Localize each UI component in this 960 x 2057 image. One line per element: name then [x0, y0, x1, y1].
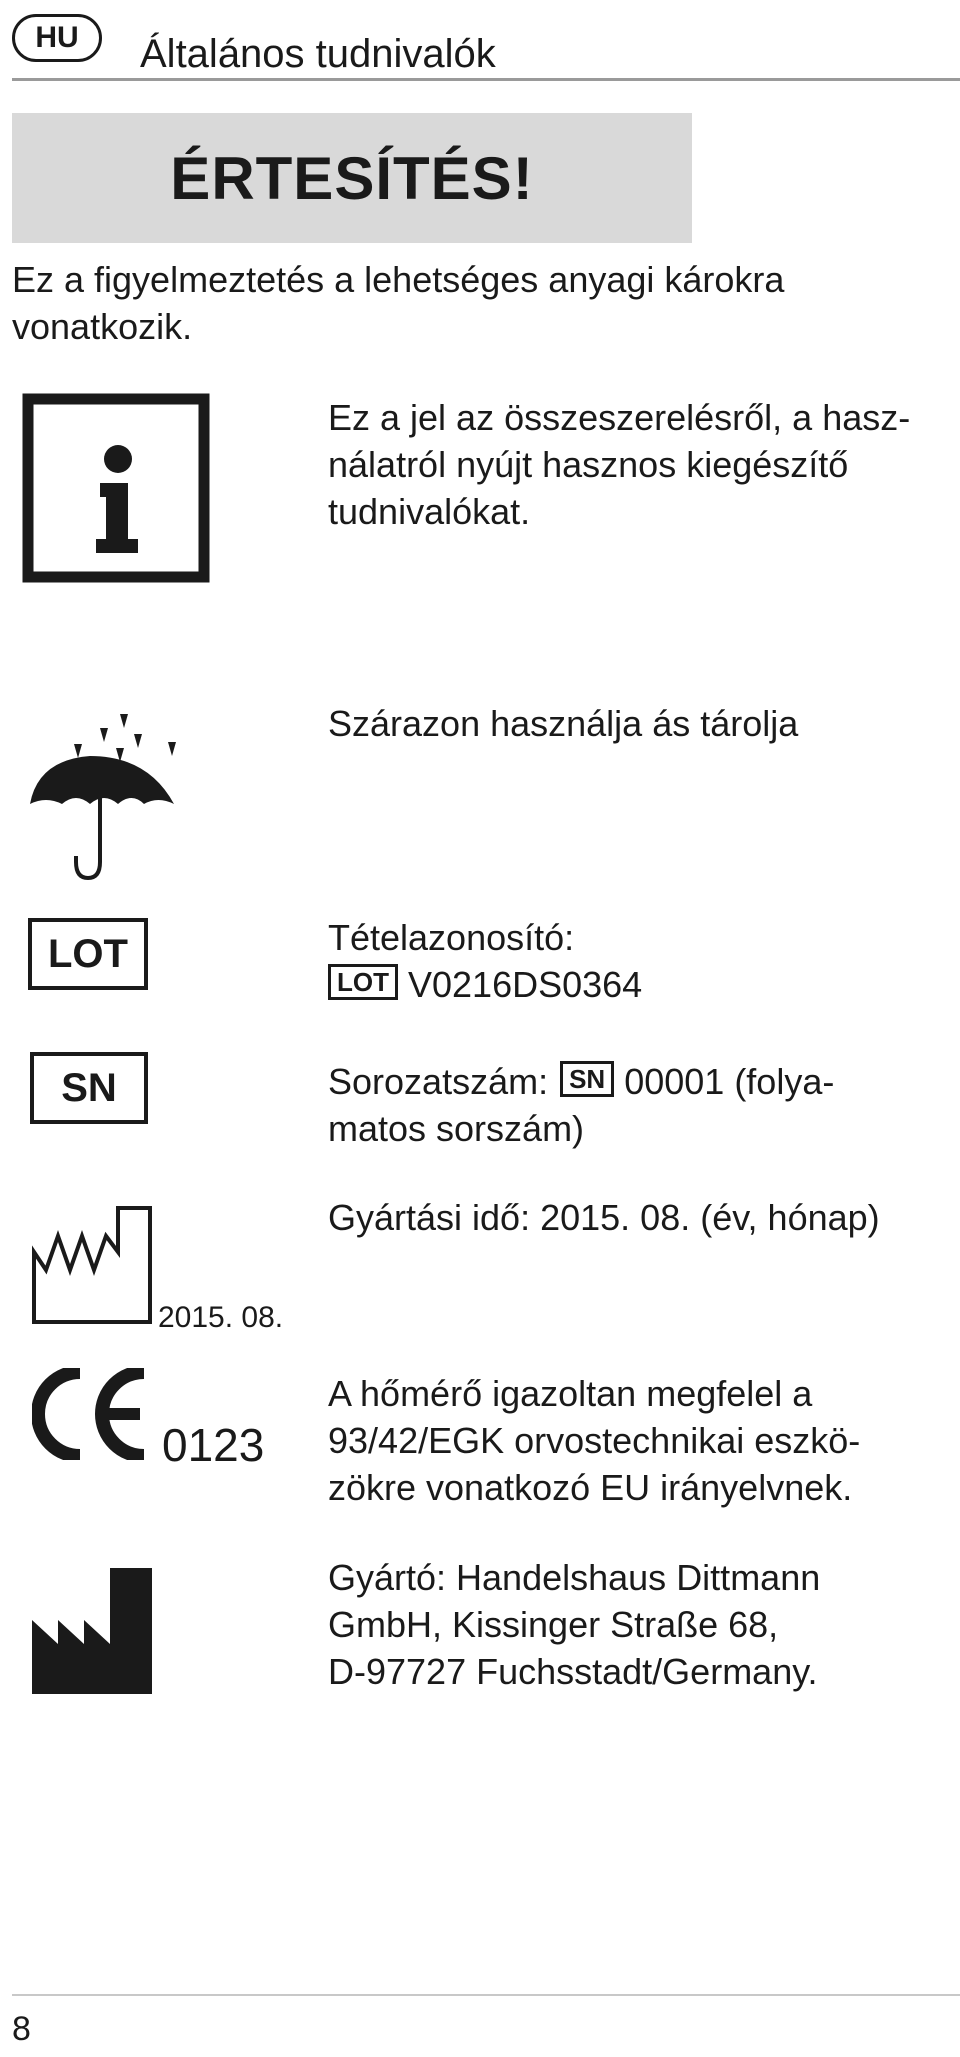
ce-text-line: 93/42/EGK orvostechnikai eszkö- [328, 1420, 861, 1461]
lot-icon [28, 918, 148, 990]
lot-inline-badge: LOT [328, 964, 398, 1000]
notice-title: ÉRTESÍTÉS! [170, 144, 534, 212]
sn-inline-badge: SN [560, 1061, 614, 1097]
lot-text [328, 914, 642, 1008]
manufacturer-icon [30, 1560, 154, 1696]
sn-icon-label: SN [61, 1065, 117, 1110]
manufacture-date-text: Gyártási idő: 2015. 08. (év, hónap) [328, 1197, 880, 1238]
sn-label: Sorozatszám: [328, 1061, 549, 1102]
info-text [328, 394, 910, 535]
info-text-line: Ez a jel az összeszerelésről, a hasz- [328, 397, 911, 438]
notice-text [12, 256, 784, 350]
manufacturer-text-line: GmbH, Kissinger Straße 68, [328, 1604, 779, 1645]
manufacturer-text-line: Gyártó: Handelshaus Dittmann [328, 1557, 821, 1598]
lot-label: Tételazonosító: [328, 917, 575, 958]
info-icon [22, 393, 210, 583]
notice-text-line: vonatkozik. [12, 306, 193, 347]
lot-value: V0216DS0364 [408, 964, 643, 1005]
manufacturer-text [328, 1554, 820, 1695]
ce-mark-icon [32, 1368, 152, 1460]
sn-icon [30, 1052, 148, 1124]
notice-text-line: Ez a figyelmeztetés a lehetséges anyagi károkra [12, 259, 785, 300]
umbrella-rain-icon [28, 712, 178, 884]
manufacturer-text-line: D-97727 Fuchsstadt/Germany. [328, 1651, 818, 1692]
lot-icon-label: LOT [48, 931, 128, 976]
sn-text-line: matos sorszám) [328, 1108, 585, 1149]
info-text-line: nálatról nyújt hasznos kiegészítő [328, 444, 849, 485]
sn-text [328, 1058, 834, 1152]
ce-text-line: zökre vonatkozó EU irányelvnek. [328, 1467, 853, 1508]
footer-divider [12, 1994, 960, 1996]
language-badge [12, 14, 102, 62]
notice-banner [12, 113, 692, 243]
manufacture-date-caption: 2015. 08. [158, 1301, 284, 1334]
ce-text-line: A hőmérő igazoltan megfelel a [328, 1373, 813, 1414]
ce-notified-body-number: 0123 [162, 1419, 265, 1471]
ce-text [328, 1370, 860, 1511]
header-divider [12, 78, 960, 81]
sn-value-row [328, 1058, 834, 1105]
manufacture-date-icon [30, 1200, 156, 1324]
info-text-line: tudnivalókat. [328, 491, 531, 532]
section-title: Általános tudnivalók [140, 32, 496, 76]
sn-value: 00001 (folya- [624, 1061, 835, 1102]
lot-value-row [328, 961, 642, 1008]
dry-storage-text: Szárazon használja ás tárolja [328, 703, 799, 744]
page-number: 8 [12, 2010, 31, 2048]
language-code: HU [35, 21, 79, 54]
